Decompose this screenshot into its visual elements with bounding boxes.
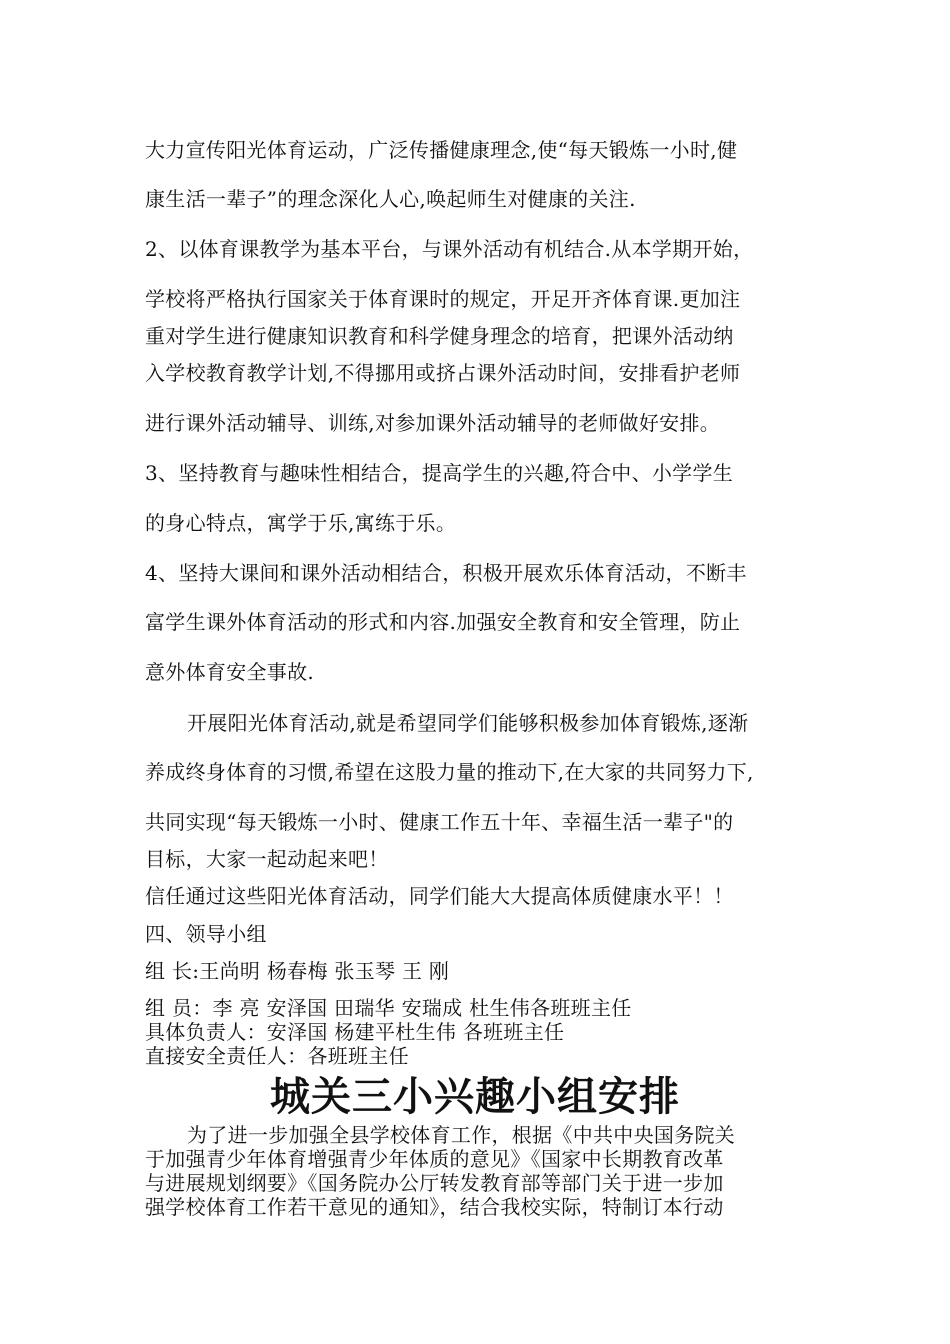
intro-line: 与进展规划纲要》《国务院办公厅转发教育部等部门关于进一步加	[145, 1171, 724, 1195]
intro-line: 于加强青少年体育增强青少年体质的意见》《国家中长期教育改革	[145, 1147, 724, 1171]
document-title: 城关三小兴趣小组安排	[270, 1074, 680, 1120]
paragraph-line: 开展阳光体育活动,就是希望同学们能够积极参加体育锻炼,逐渐	[187, 711, 749, 735]
paragraph-line: 进行课外活动辅导、训练,对参加课外活动辅导的老师做好安排。	[145, 411, 721, 435]
leader-line: 组 长:王尚明 杨春梅 张玉琴 王 刚	[145, 959, 450, 983]
paragraph-line: 养成终身体育的习惯,希望在这股力量的推动下,在大家的共同努力下,	[145, 760, 754, 784]
paragraph-line: 目标，大家一起动起来吧！	[145, 847, 389, 871]
item-2-line: 2、以体育课教学为基本平台，与课外活动有机结合.从本学期开始，	[145, 237, 754, 261]
paragraph-line: 康生活一辈子”的理念深化人心,唤起师生对健康的关注.	[145, 187, 636, 211]
intro-line: 强学校体育工作若干意见的通知》，结合我校实际，特制订本行动	[145, 1195, 724, 1219]
section-heading: 四、领导小组	[145, 922, 267, 946]
item-4-line: 4、坚持大课间和课外活动相结合，积极开展欢乐体育活动，不断丰	[145, 561, 747, 585]
safety-line: 直接安全责任人：各班班主任	[145, 1044, 409, 1068]
paragraph-line: 大力宣传阳光体育运动，广泛传播健康理念,使“每天锻炼一小时,健	[145, 138, 738, 162]
paragraph-line: 富学生课外体育活动的形式和内容.加强安全教育和安全管理，防止	[145, 610, 741, 634]
item-3-line: 3、坚持教育与趣味性相结合，提高学生的兴趣,符合中、小学学生	[145, 461, 734, 485]
paragraph-line: 学校将严格执行国家关于体育课时的规定，开足开齐体育课.更加注	[145, 287, 741, 311]
paragraph-line: 入学校教育教学计划,不得挪用或挤占课外活动时间，安排看护老师	[145, 361, 741, 385]
intro-line: 为了进一步加强全县学校体育工作，根据《中共中央国务院关	[187, 1123, 736, 1147]
responsible-line: 具体负责人：安泽国 杨建平杜生伟 各班班主任	[145, 1020, 565, 1044]
paragraph-line: 意外体育安全事故.	[145, 660, 315, 684]
paragraph-line: 共同实现“每天锻炼一小时、健康工作五十年、幸福生活一辈子"的	[145, 810, 734, 834]
member-line: 组 员：李 亮 安泽国 田瑞华 安瑞成 杜生伟各班班主任	[145, 996, 632, 1020]
paragraph-line: 信任通过这些阳光体育活动，同学们能大大提高体质健康水平！！	[145, 884, 734, 908]
paragraph-line: 的身心特点，寓学于乐,寓练于乐。	[145, 511, 457, 535]
paragraph-line: 重对学生进行健康知识教育和科学健身理念的培育，把课外活动纳	[145, 324, 734, 348]
